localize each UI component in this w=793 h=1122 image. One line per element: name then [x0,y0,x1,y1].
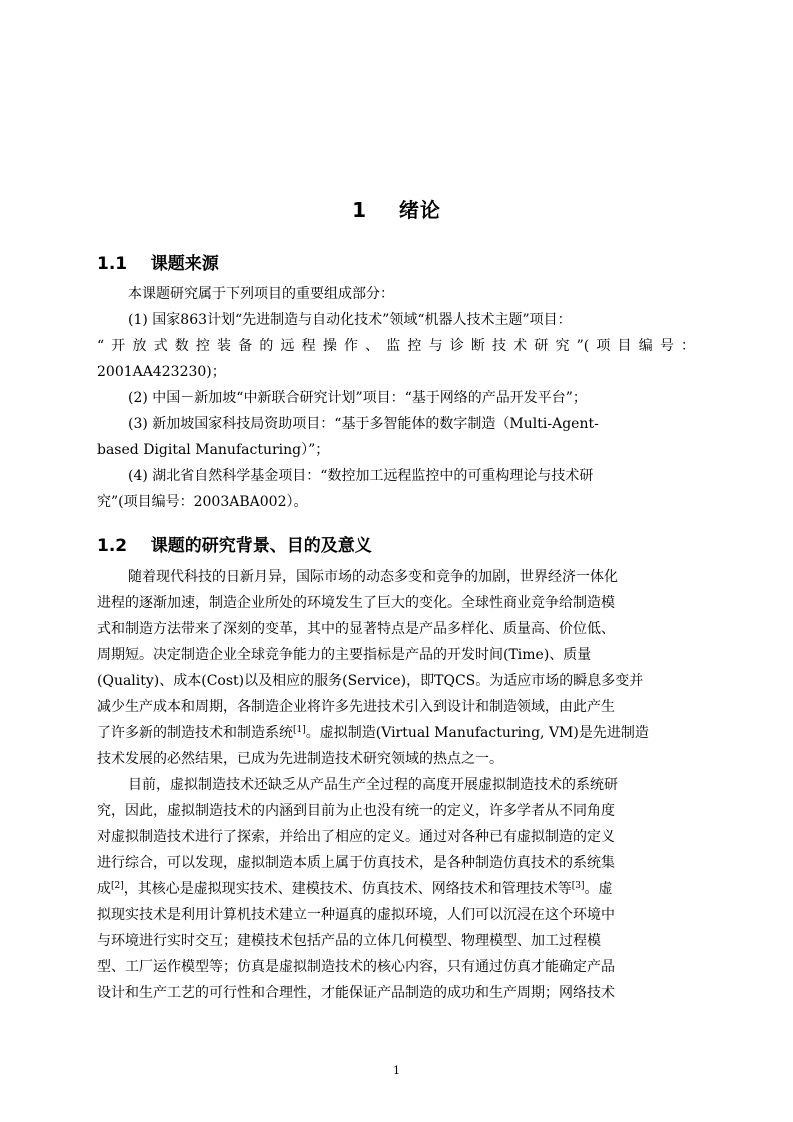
text-line: (3) 新加坡国家科技局资助项目：“基于多智能体的数字制造（Multi-Agent- [128,416,599,432]
citation-ref: [2] [111,881,124,891]
text-segment: 了许多新的制造技术和制造系统 [97,725,293,741]
citation-ref: [1] [293,725,306,735]
text-line: 与环境进行实时交互；建模技术包括产品的立体几何模型、物理模型、加工过程模 [97,933,601,949]
text-segment: ，其核心是虚拟现实技术、建模技术、仿真技术、网络技术和管理技术等 [123,881,572,897]
section-title-1-2: 1.2 课题的研究背景、目的及意义 [97,536,372,556]
text-line: (Quality)、成本(Cost)以及相应的服务(Service)，即TQCS。为适应市场的瞬息多变并 [97,673,644,689]
text-line: (2) 中国－新加坡“中新联合研究计划”项目：“基于网络的产品开发平台”； [128,390,587,406]
text-line: 究”(项目编号：2003ABA002）。 [97,494,308,510]
text-line: based Digital Manufacturing）”； [97,442,330,458]
section-1-1-body [97,281,695,515]
text-line: 拟现实技术是利用计算机技术建立一种逼真的虚拟环境，人们可以沉浸在这个环境中 [97,907,615,923]
text-line: 对虚拟制造技术进行了探索，并给出了相应的定义。通过对各种已有虚拟制造的定义 [97,829,615,845]
text-line: 2001AA423230)； [97,364,226,380]
text-line: 型、工厂运作模型等；仿真是虚拟制造技术的核心内容，只有通过仿真才能确定产品 [97,959,615,975]
text-line: 究，因此，虚拟制造技术的内涵到目前为止也没有统一的定义，许多学者从不同角度 [97,803,615,819]
text-line [97,876,695,902]
section-title-1-1: 1.1 课题来源 [97,254,219,274]
text-line: (4) 湖北省自然科学基金项目：“数控加工远程监控中的可重构理论与技术研 [128,468,594,484]
text-line: 设计和生产工艺的可行性和合理性，才能保证产品制造的成功和生产周期；网络技术 [97,985,615,1001]
text-line: 本课题研究属于下列项目的重要组成部分： [128,286,394,302]
citation-ref: [3] [571,881,585,891]
page-number: 1 [393,1064,400,1077]
text-segment: 。虚拟制造(Virtual Manufacturing, VM)是先进制造 [305,725,649,741]
text-line: (1) 国家863计划“先进制造与自动化技术”领域“机器人技术主题”项目： [128,312,572,328]
text-line: 随着现代科技的日新月异，国际市场的动态多变和竞争的加剧，世界经济一体化 [128,569,618,585]
text-line: “开放式数控装备的远程操作、监控与诊断技术研究”(项目编号： [97,338,695,354]
text-line: 目前，虚拟制造技术还缺乏从产品生产全过程的高度开展虚拟制造技术的系统研 [128,777,618,793]
text-segment: 成 [97,881,111,897]
text-line [97,720,695,746]
text-line: 进程的逐渐加速，制造企业所处的环境发生了巨大的变化。全球性商业竞争给制造模 [97,595,615,611]
text-line: 技术发展的必然结果，已成为先进制造技术研究领域的热点之一。 [97,751,503,767]
text-line: 进行综合，可以发现，虚拟制造本质上属于仿真技术，是各种制造仿真技术的系统集 [97,855,615,871]
text-line: 式和制造方法带来了深刻的变革，其中的显著特点是产品多样化、质量高、价位低、 [97,621,615,637]
text-line: 减少生产成本和周期，各制造企业将许多先进技术引入到设计和制造领域，由此产生 [97,699,615,715]
chapter-title: 1 绪论 [352,198,441,222]
text-segment: 。虚 [584,881,613,897]
section-1-2-body [97,564,695,1006]
text-line: 周期短。决定制造企业全球竞争能力的主要指标是产品的开发时间(Time)、质量 [97,647,592,663]
